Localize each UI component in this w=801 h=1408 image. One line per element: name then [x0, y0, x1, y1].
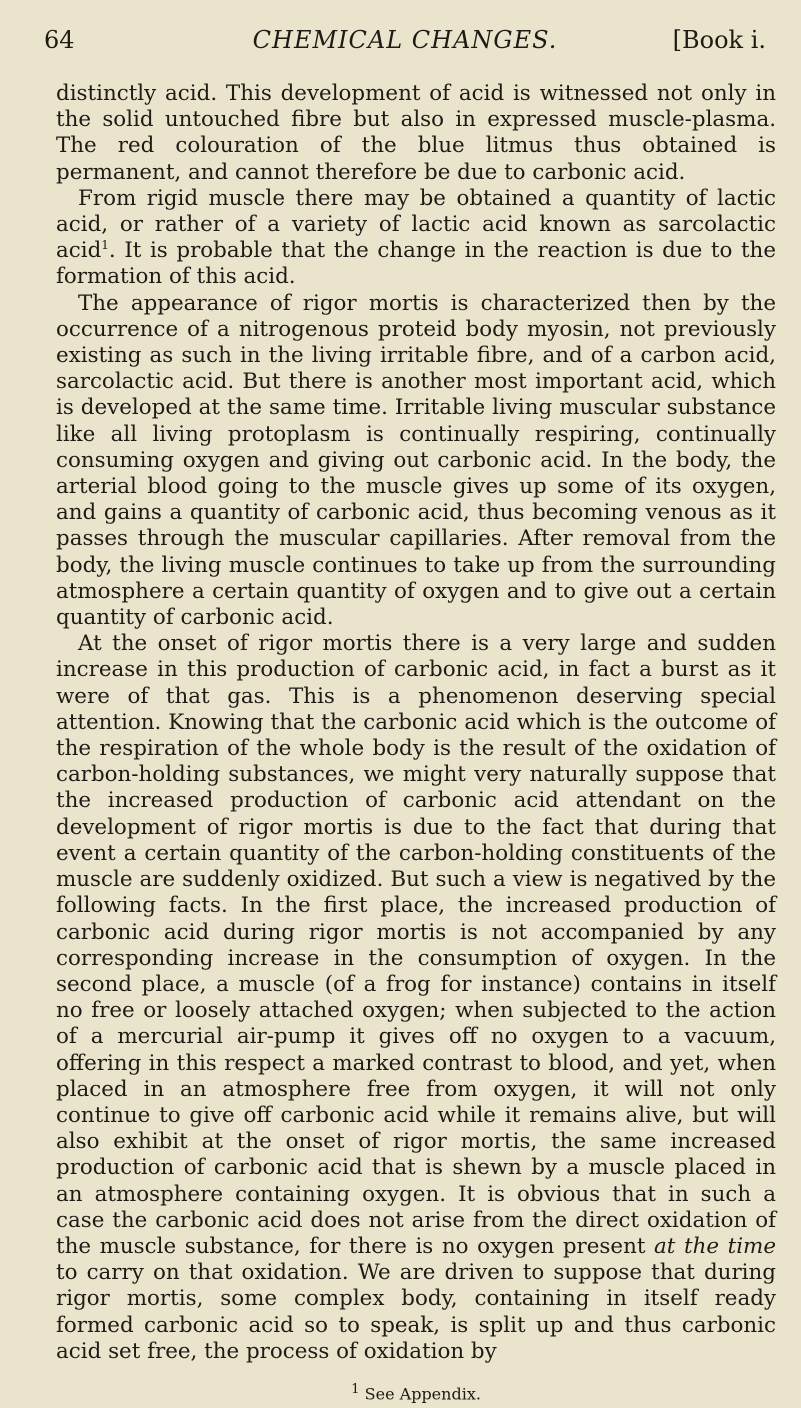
paragraph-text: distinctly acid. This development of acid is witnessed not only in the solid untouched fibre but also in expressed muscle-plasma. The red colouration of the blue litmus thus obtained is permanent, and cannot therefore be due to carbonic acid. [56, 81, 776, 185]
paragraph-carbonic-acid [56, 631, 776, 1365]
footnote [56, 1380, 776, 1404]
emphasis-text: at the time [654, 1233, 776, 1259]
paragraph-text: At the onset of rigor mortis there is a very large and sudden increase in this production of carbonic acid, in fact a burst as it were of that gas. This is a phenomenon deserving special attention. Knowing that the carbonic acid which is the outcome of the respiration of the whole body is the result of the oxidation of carbon-holding substances, we might very naturally suppose that the increased production of carbonic acid attendant on the development of rigor mortis is due to the fact that during that event a certain quantity of the carbon-holding constituents of the muscle are suddenly oxidized. But such a view is negatived by the following facts. In the first place, the increased production of carbonic acid during rigor mortis is not accompanied by any corresponding increase in the consumption of oxygen. In the second place, a muscle (of a frog for instance) contains in itself no free or loosely attached oxygen; when subjected to the action of a mercurial air-pump it gives off no oxygen to a vacuum, offering in this respect a marked contrast to blood, and yet, when placed in an atmosphere free from oxygen, it will not only continue to give off carbonic acid while it remains alive, but will also exhibit at the onset of rigor mortis, the same increased production of carbonic acid that is shewn by a muscle placed in an atmosphere containing oxygen. It is obvious that in such a case the carbonic acid does not arise from the direct oxidation of the muscle substance, for there is no oxygen present [56, 631, 776, 1259]
paragraph-lactic-acid [56, 186, 776, 291]
footnote-marker: 1 [101, 238, 109, 253]
paragraph-text-after: . It is probable that the change in the reaction is due to the formation of this acid. [56, 238, 776, 290]
paragraph-text: From rigid muscle there may be obtained a quantity of lactic acid, or rather of a variety of lactic acid known as sarcolactic acid [56, 185, 776, 264]
running-title: CHEMICAL CHANGES. [252, 26, 558, 54]
page-header [44, 20, 766, 60]
footnote-number: 1 [351, 1382, 360, 1397]
paragraph-rigor-mortis [56, 291, 776, 632]
footnote-text: See Appendix. [364, 1384, 481, 1404]
body-text [56, 81, 776, 1365]
book-reference: [Book i. [672, 26, 766, 54]
paragraph-text: The appearance of rigor mortis is characterized then by the occurrence of a nitrogenous proteid body myosin, not previously existing as such in the living irritable fibre, and of a carbon acid, sarcolactic acid. But there is another most important acid, which is developed at the same time. Irritable living muscular substance like all living protoplasm is continually respiring, continually consuming oxygen and giving out carbonic acid. In the body, the arterial blood going to the muscle gives up some of its oxygen, and gains a quantity of carbonic acid, thus becoming venous as it passes through the muscular capillaries. After removal from the body, the living muscle continues to take up from the surrounding atmosphere a certain quantity of oxygen and to give out a certain quantity of carbonic acid. [56, 290, 776, 631]
paragraph-text-after: to carry on that oxidation. We are driven to suppose that during rigor mortis, some complex body, containing in itself ready formed carbonic acid so to speak, is split up and thus carbonic acid set free, the process of oxidation by [56, 1260, 776, 1364]
page-number: 64 [44, 26, 75, 54]
paragraph-continuation [56, 81, 776, 186]
